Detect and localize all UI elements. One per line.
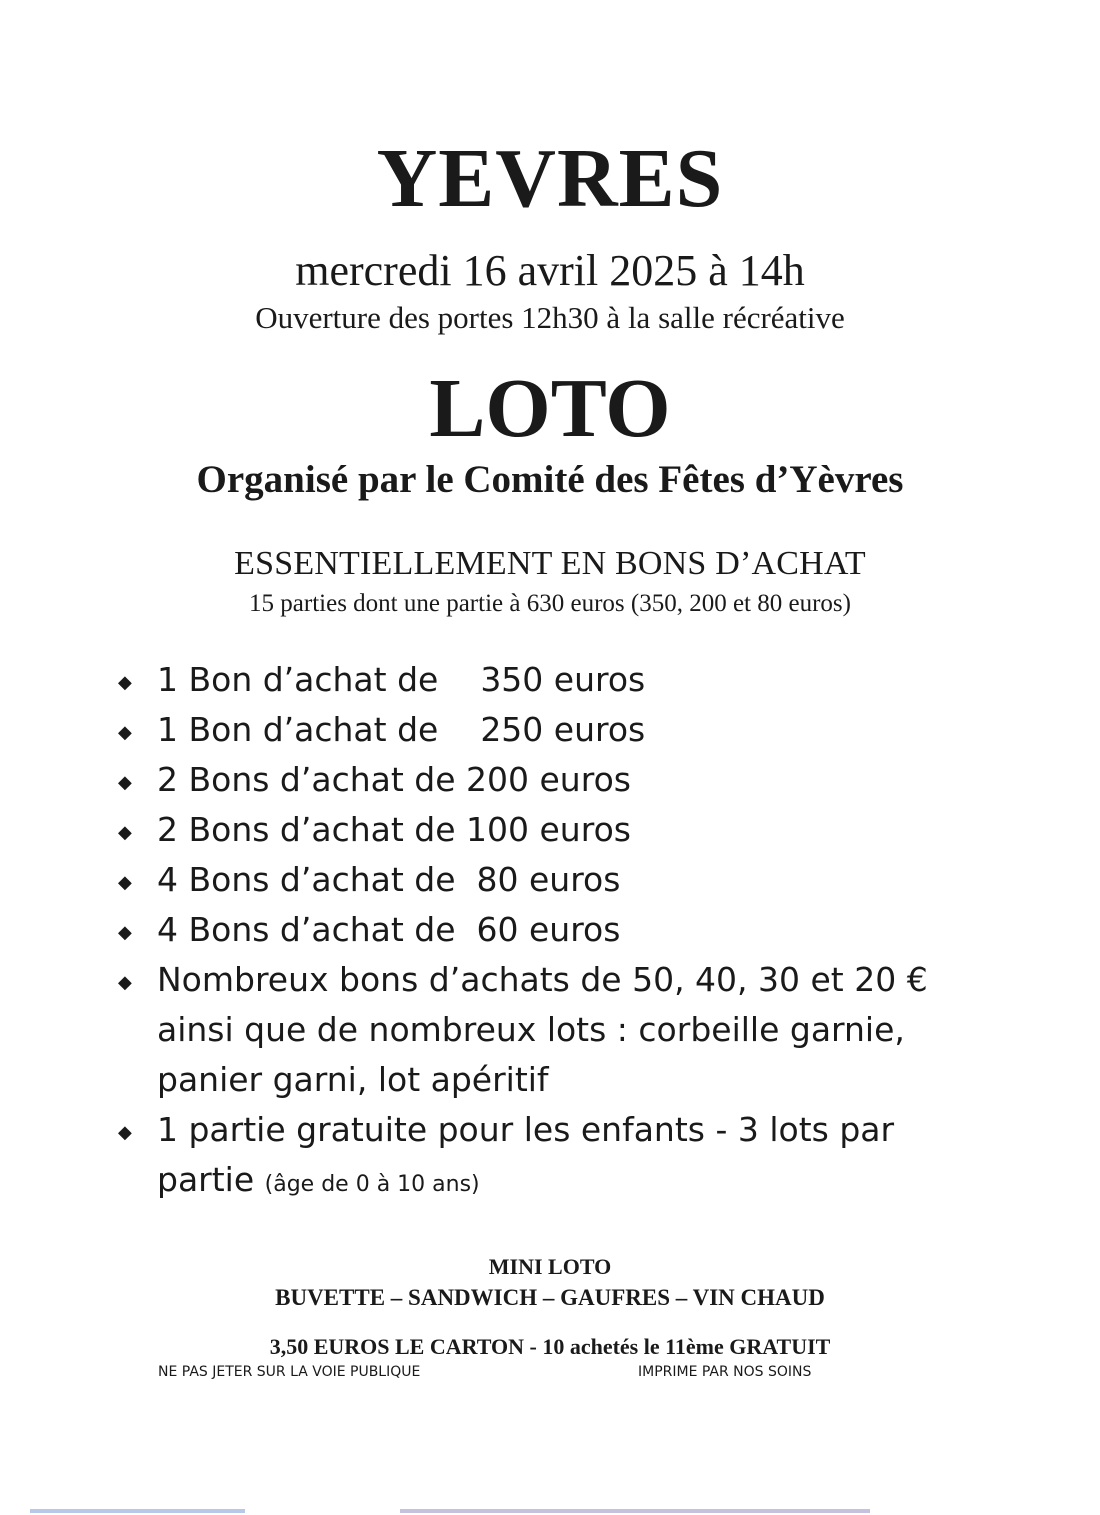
prize-lead: 4 Bons d’achat de [157, 860, 456, 899]
list-item [110, 705, 1010, 755]
event-title: LOTO [429, 362, 671, 455]
prize-amount: 80 euros [476, 860, 621, 899]
misc-prize-line-3: panier garni, lot apéritif [157, 1060, 549, 1099]
kids-prize-line-2: partie [157, 1160, 255, 1199]
town-title: YEVRES [376, 132, 724, 225]
list-item [110, 855, 1010, 905]
organizer-line: Organisé par le Comité des Fêtes d’Yèvres [196, 458, 904, 501]
prize-lead: 1 Bon d’achat de [157, 660, 439, 699]
summary-headline: ESSENTIELLEMENT EN BONS D’ACHAT [234, 545, 866, 582]
bullet-icon: ◆ [118, 822, 132, 843]
prize-amount: 250 euros [480, 710, 646, 749]
list-item [110, 905, 1010, 955]
bullet-icon: ◆ [118, 672, 132, 693]
scan-artifact [400, 1509, 870, 1513]
refreshments-line: BUVETTE – SANDWICH – GAUFRES – VIN CHAUD [275, 1285, 825, 1310]
bullet-icon: ◆ [118, 972, 132, 993]
legal-notice-left: NE PAS JETER SUR LA VOIE PUBLIQUE [158, 1364, 421, 1380]
bullet-icon: ◆ [118, 872, 132, 893]
prize-amount: 350 euros [480, 660, 646, 699]
bullet-icon: ◆ [118, 772, 132, 793]
scan-artifact [30, 1509, 245, 1513]
card-price: 3,50 EUROS LE CARTON - 10 achetés le 11ème GRATUIT [269, 1334, 831, 1359]
bullet-icon: ◆ [118, 922, 132, 943]
legal-notice-right: IMPRIME PAR NOS SOINS [638, 1364, 812, 1380]
bullet-icon: ◆ [118, 1122, 132, 1143]
prize-amount: 100 euros [466, 810, 631, 849]
kids-prize-line-1: 1 partie gratuite pour les enfants - 3 lots par [157, 1110, 895, 1149]
list-item [110, 805, 1010, 855]
doors-opening: Ouverture des portes 12h30 à la salle récréative [255, 300, 845, 335]
mini-loto: MINI LOTO [488, 1254, 612, 1279]
games-summary: 15 parties dont une partie à 630 euros (350, 200 et 80 euros) [249, 590, 851, 617]
list-item [110, 1105, 1010, 1210]
prize-lead: 1 Bon d’achat de [157, 710, 439, 749]
misc-prize-line-2: ainsi que de nombreux lots : corbeille garnie, [157, 1010, 905, 1049]
prize-lead: 2 Bons d’achat de [157, 760, 456, 799]
prize-lead: 4 Bons d’achat de [157, 910, 456, 949]
list-item [110, 755, 1010, 805]
event-date: mercredi 16 avril 2025 à 14h [295, 246, 805, 295]
list-item [110, 955, 1010, 1105]
prize-list [110, 655, 1010, 1210]
kids-age-note: (âge de 0 à 10 ans) [264, 1172, 480, 1197]
prize-amount: 60 euros [476, 910, 621, 949]
prize-lead: 2 Bons d’achat de [157, 810, 456, 849]
prize-amount: 200 euros [466, 760, 631, 799]
list-item [110, 655, 1010, 705]
bullet-icon: ◆ [118, 722, 132, 743]
misc-prize-line-1: Nombreux bons d’achats de 50, 40, 30 et 20 € [157, 960, 928, 999]
